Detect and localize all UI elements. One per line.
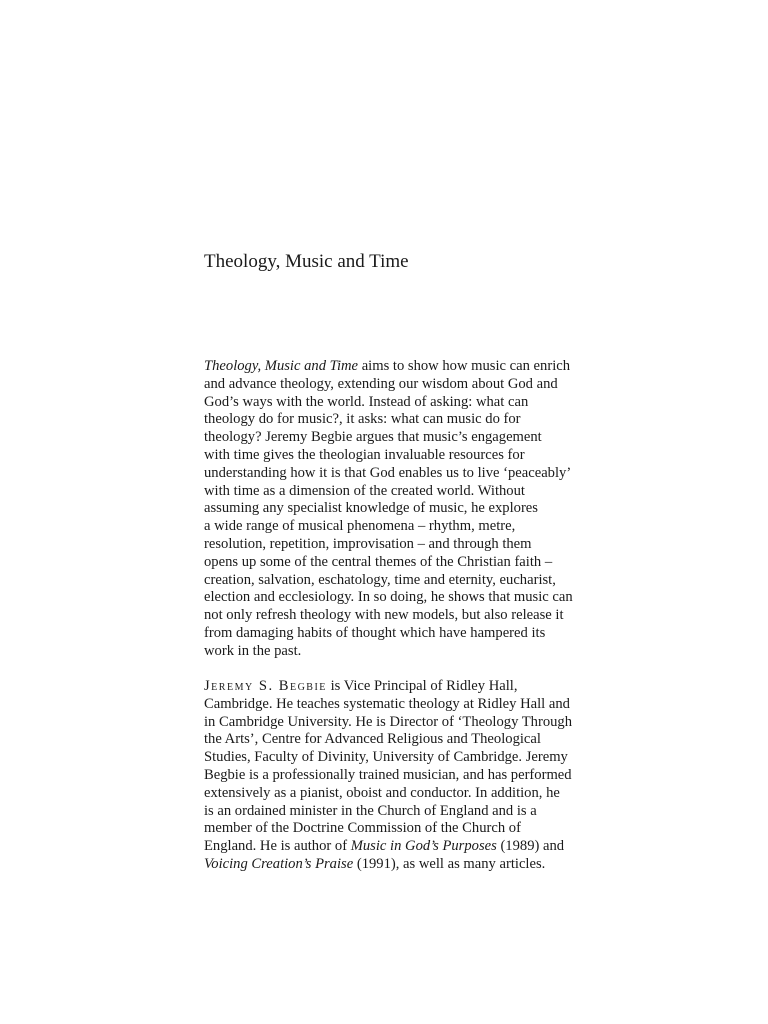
description-line	[204, 376, 573, 394]
text-run: England. He is author of	[204, 838, 351, 855]
text-run: member of the Doctrine Commission of the Church of	[204, 820, 521, 837]
text-run: in Cambridge University. He is Director of ‘Theology Through	[204, 713, 573, 730]
bio-line	[204, 731, 572, 749]
description-line	[204, 483, 573, 501]
text-run: and advance theology, extending our wisdom about God and	[204, 375, 558, 392]
bio-line	[204, 856, 572, 874]
italic-title: Voicing Creation’s Praise	[204, 855, 354, 872]
text-run: work in the past.	[204, 642, 302, 659]
description-line	[204, 518, 573, 536]
text-run: (1991), as well as many articles.	[353, 855, 546, 872]
text-run: election and ecclesiology. In so doing, he shows that music can	[204, 589, 573, 606]
italic-title: Theology, Music and Time	[204, 358, 359, 374]
bio-line	[204, 767, 572, 785]
text-run: the Arts’, Centre for Advanced Religious and Theological	[204, 731, 541, 748]
italic-title: Music in God’s Purposes	[350, 838, 497, 855]
bio-line	[204, 696, 572, 714]
description-line	[204, 607, 573, 625]
description-line	[204, 554, 573, 572]
text-run: is an ordained minister in the Church of England and is a	[204, 802, 537, 819]
text-run: opens up some of the central themes of the Christian faith –	[204, 553, 553, 570]
description-line	[204, 394, 573, 412]
text-run: creation, salvation, eschatology, time and eternity, eucharist,	[204, 571, 556, 588]
description-line	[204, 589, 573, 607]
bio-line	[204, 714, 572, 732]
text-run: with time as a dimension of the created world. Without	[204, 482, 525, 499]
text-run: aims to show how music can enrich	[358, 358, 571, 374]
text-run: Studies, Faculty of Divinity, University of Cambridge. Jeremy	[204, 749, 568, 766]
text-run: from damaging habits of thought which have hampered its	[204, 624, 546, 641]
description-line	[204, 625, 573, 643]
bio-line	[204, 785, 572, 803]
text-run: Cambridge. He teaches systematic theology at Ridley Hall and	[204, 695, 570, 712]
bio-line	[204, 803, 572, 821]
text-run: God’s ways with the world. Instead of asking: what can	[204, 393, 529, 410]
description-line	[204, 429, 573, 447]
page-title: Theology, Music and Time	[204, 251, 409, 272]
text-run: theology? Jeremy Begbie argues that music’s engagement	[204, 429, 542, 446]
author-biography	[204, 678, 572, 874]
text-run: not only refresh theology with new models, but also release it	[204, 607, 564, 624]
text-run: assuming any specialist knowledge of music, he explores	[204, 500, 538, 517]
bio-line	[204, 820, 572, 838]
description-line	[204, 465, 573, 483]
text-run: Begbie is a professionally trained musician, and has performed	[204, 766, 572, 783]
text-run: theology do for music?, it asks: what can music do for	[204, 411, 521, 428]
text-run: is Vice Principal of Ridley Hall,	[326, 678, 518, 694]
text-run: (1989) and	[496, 838, 565, 855]
author-name: Jeremy S. Begbie	[204, 678, 327, 694]
text-run: resolution, repetition, improvisation – and through them	[204, 535, 532, 552]
text-run: extensively as a pianist, oboist and conductor. In addition, he	[204, 784, 560, 801]
book-description	[204, 358, 573, 661]
description-line	[204, 536, 573, 554]
text-run: understanding how it is that God enables us to live ‘peaceably’	[204, 464, 572, 481]
bio-line	[204, 678, 572, 696]
description-line	[204, 500, 573, 518]
description-line	[204, 358, 573, 376]
bio-line	[204, 838, 572, 856]
bio-line	[204, 749, 572, 767]
description-line	[204, 411, 573, 429]
description-line	[204, 447, 573, 465]
description-line	[204, 643, 573, 661]
description-line	[204, 572, 573, 590]
text-run: a wide range of musical phenomena – rhythm, metre,	[204, 518, 516, 535]
text-run: with time gives the theologian invaluable resources for	[204, 446, 525, 463]
